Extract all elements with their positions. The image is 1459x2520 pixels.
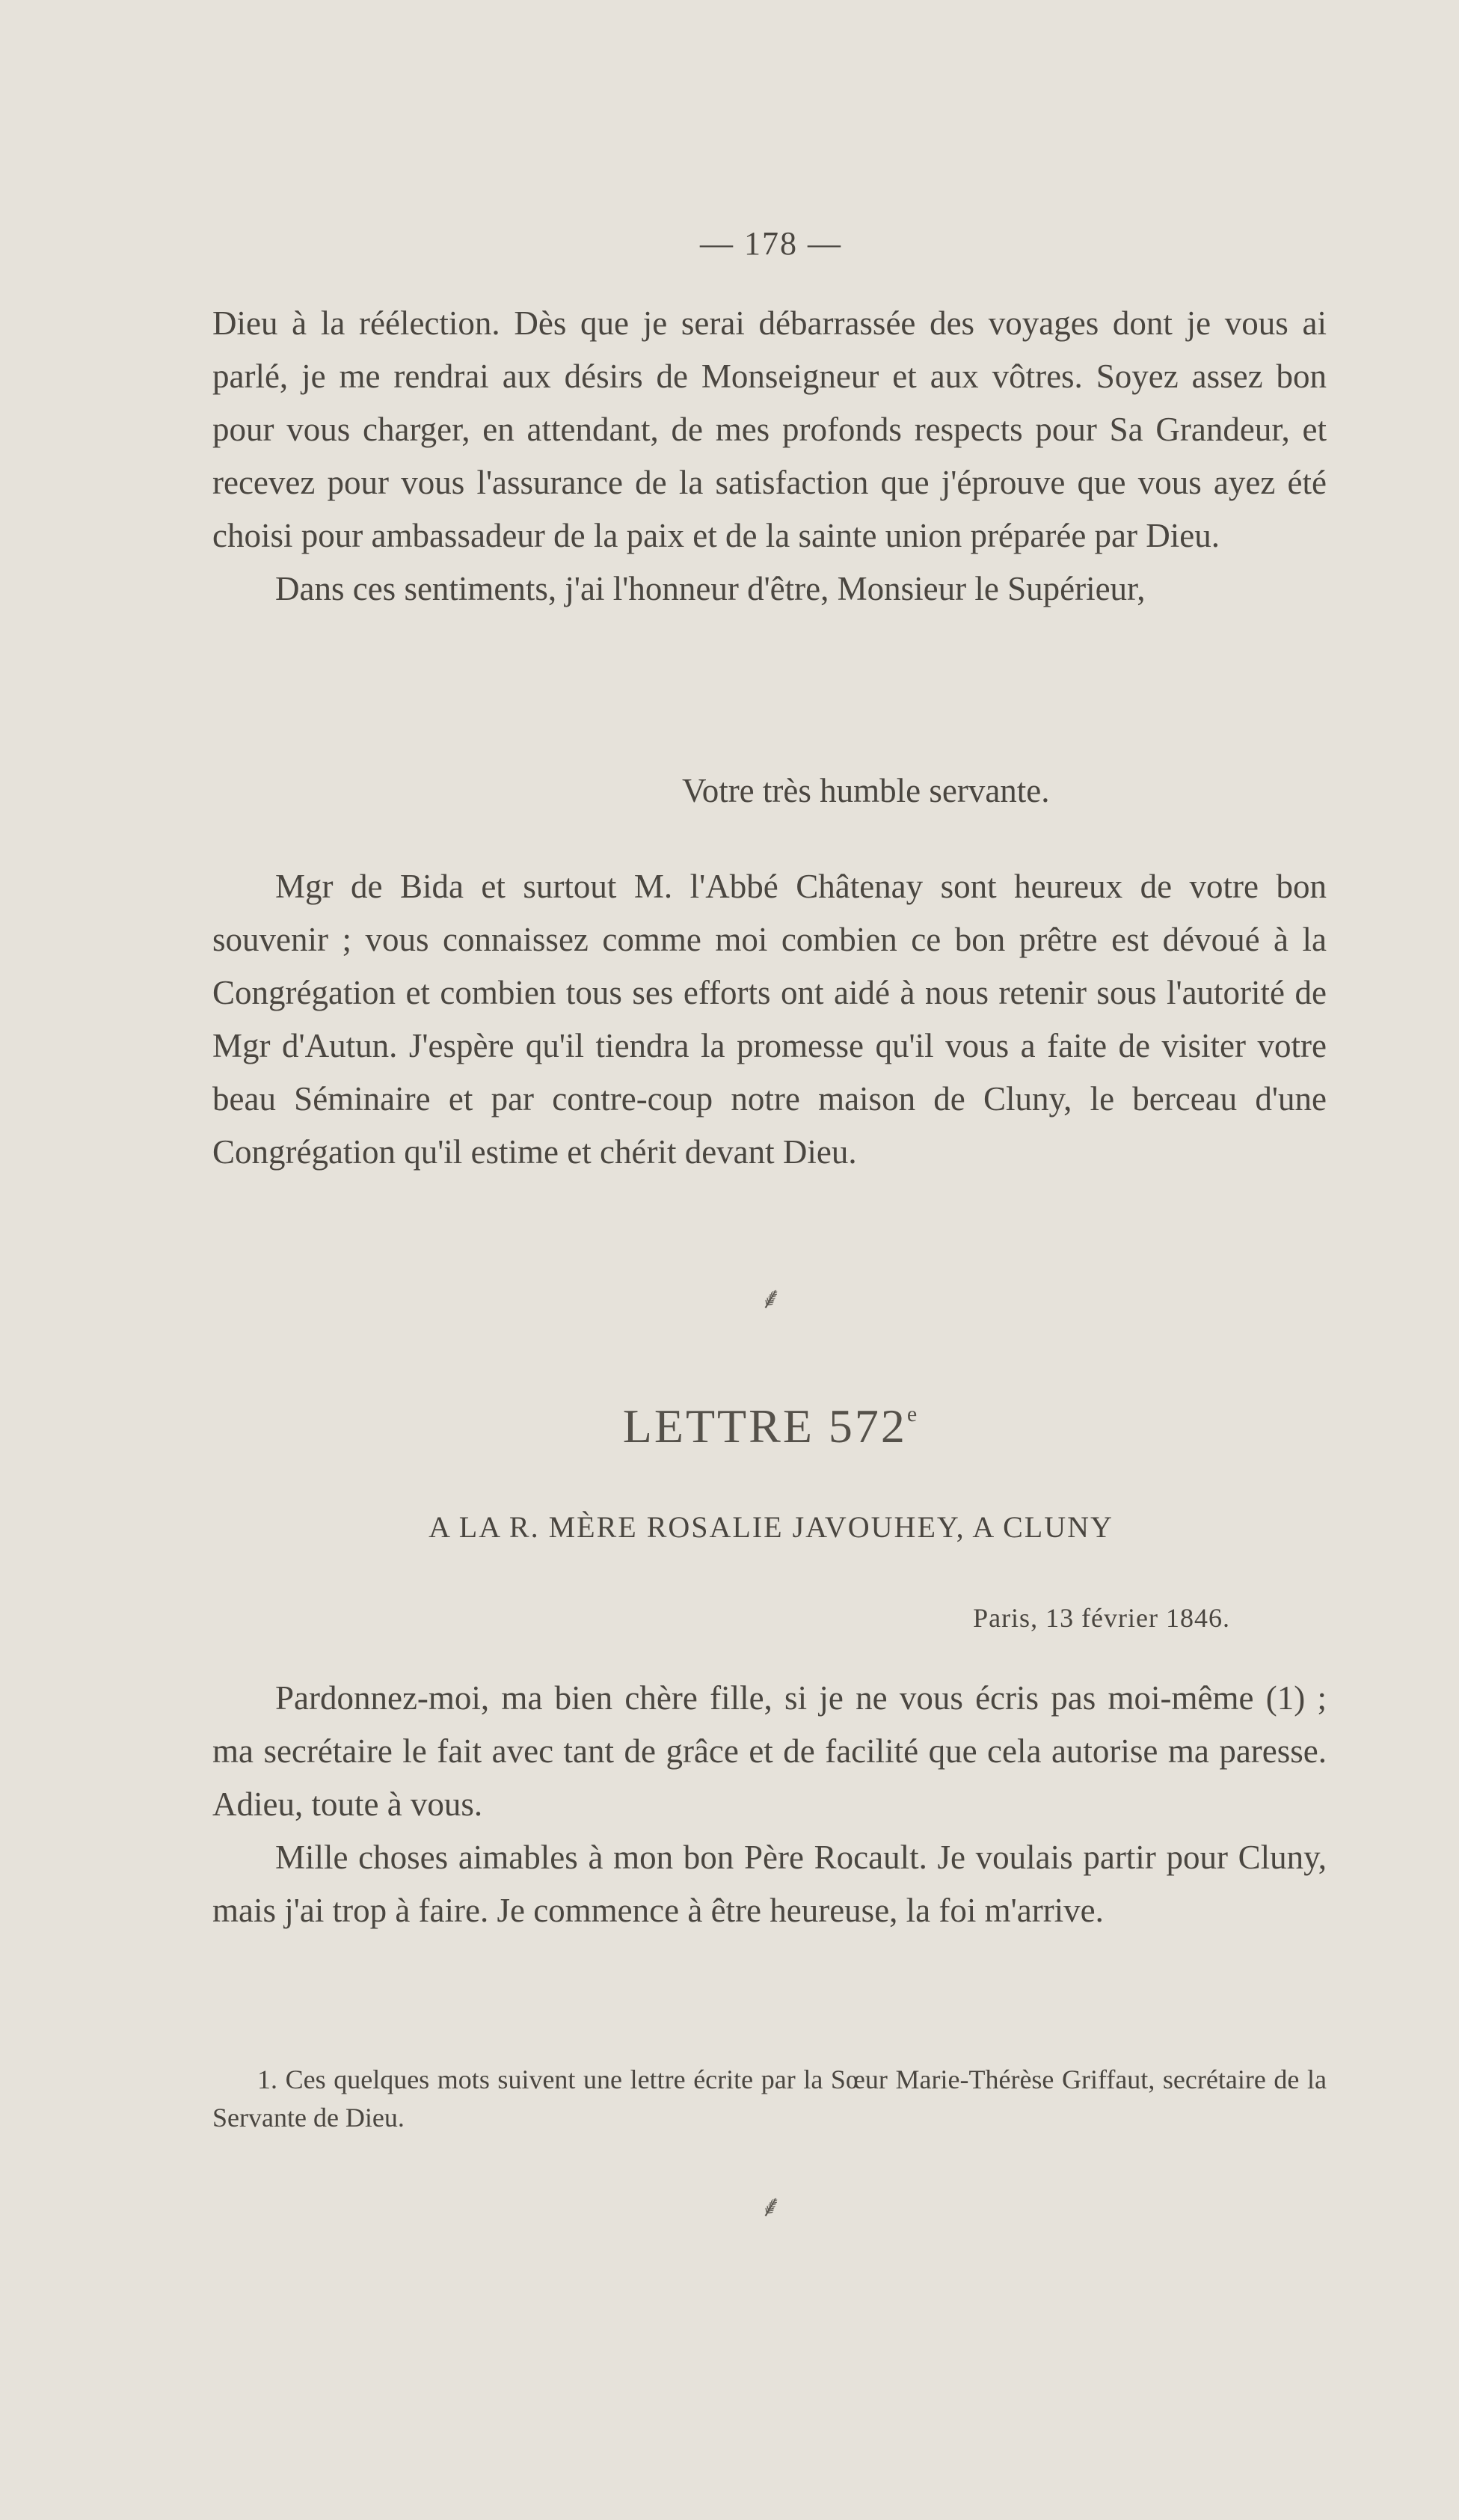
- footnote-text: 1. Ces quelques mots suivent une lettre écrite par la Sœur Marie-Thérèse Griffaut, secrétaire de la Servante de Dieu.: [212, 2064, 1327, 2133]
- footnote: [212, 2061, 1327, 2137]
- letter-title-suffix: e: [906, 1402, 920, 1426]
- letter-title-text: LETTRE 572: [622, 1400, 907, 1453]
- paragraph: Mille choses aimables à mon bon Père Rocault. Je voulais partir pour Cluny, mais j'ai trop à faire. Je commence à être heureuse, la foi m'arrive.: [212, 1839, 1327, 1929]
- closing-paragraph: Dans ces sentiments, j'ai l'honneur d'être, Monsieur le Supérieur,: [275, 570, 1146, 607]
- postscript: [212, 860, 1327, 1179]
- letter-title: [0, 1399, 1459, 1454]
- page-number: — 178 —: [700, 225, 842, 262]
- fleuron-ornament: ⸙: [760, 1281, 782, 1315]
- fleuron-ornament: ⸙: [760, 2189, 782, 2223]
- letter-recipient: A LA R. MÈRE ROSALIE JAVOUHEY, A CLUNY: [429, 1510, 1114, 1544]
- letter-date: Paris, 13 février 1846.: [973, 1603, 1230, 1633]
- paragraph: Pardonnez-moi, ma bien chère fille, si je ne vous écris pas moi-même (1) ; ma secrétaire le fait avec tant de grâce et de facilité que cela autorise ma paresse. Adieu, toute à vous.: [212, 1679, 1327, 1823]
- signature: Votre très humble servante.: [682, 772, 1050, 809]
- paragraph: Mgr de Bida et surtout M. l'Abbé Châtenay sont heureux de votre bon souvenir ; vous connaissez comme moi combien ce bon prêtre est dévoué à la Congrégation et combien tous ses efforts ont aidé à nous retenir sous l'autorité de Mgr d'Autun. J'espère qu'il tiendra la promesse qu'il vous a faite de visiter votre beau Séminaire et par contre-coup notre maison de Cluny, le berceau d'une Congrégation qu'il estime et chérit devant Dieu.: [212, 868, 1327, 1171]
- previous-letter-ending: [212, 297, 1327, 616]
- letter-body: [212, 1672, 1327, 1937]
- paragraph: Dieu à la réélection. Dès que je serai débarrassée des voyages dont je vous ai parlé, je me rendrai aux désirs de Monseigneur et aux vôtres. Soyez assez bon pour vous charger, en attendant, de mes profonds respects pour Sa Grandeur, et recevez pour vous l'assurance de la satisfaction que j'éprouve que vous ayez été choisi pour ambassadeur de la paix et de la sainte union préparée par Dieu.: [212, 304, 1327, 554]
